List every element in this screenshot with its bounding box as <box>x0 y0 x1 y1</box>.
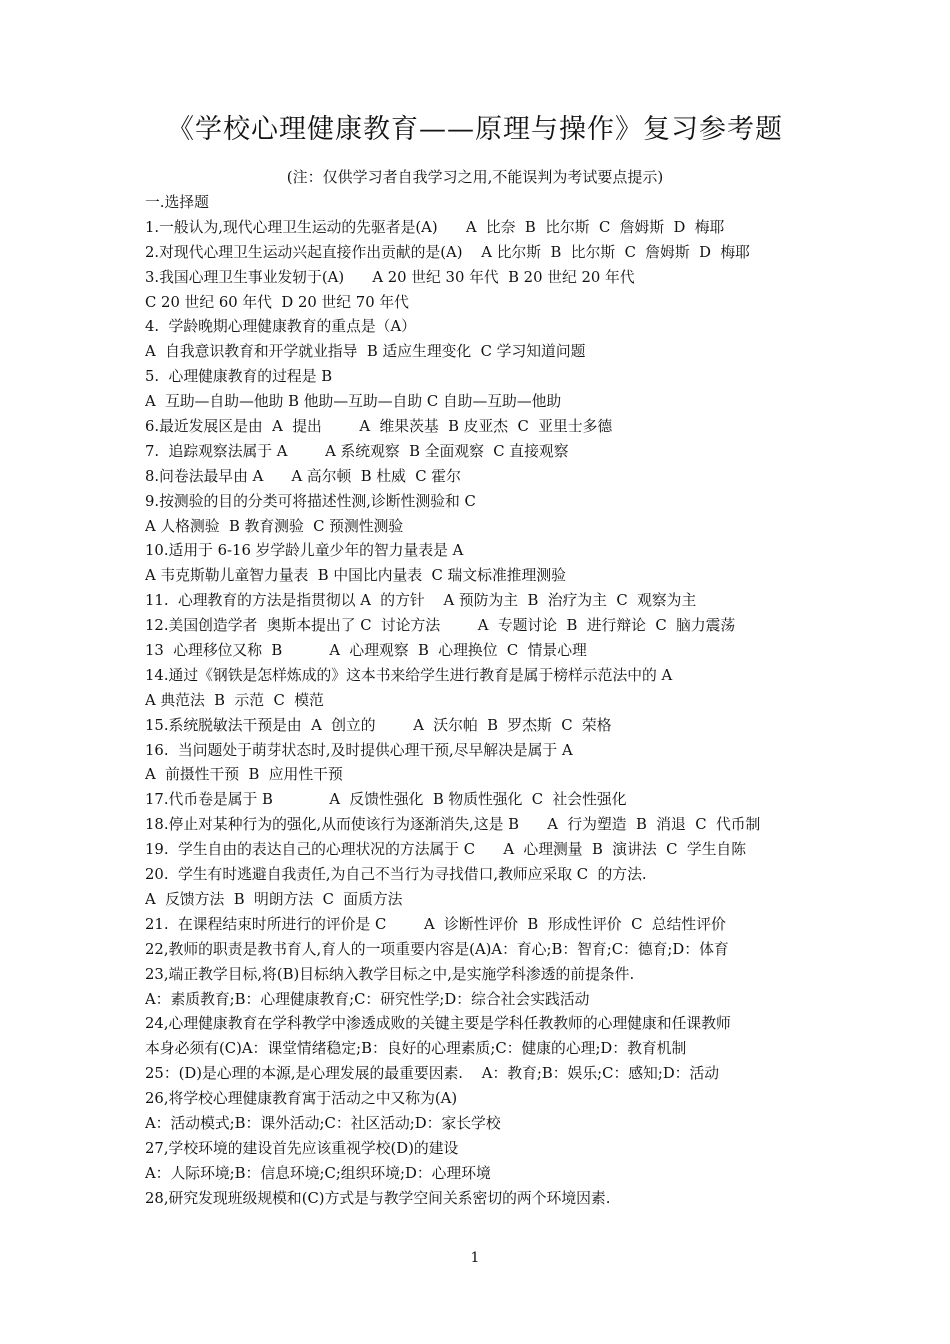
text-line: A 典范法 B 示范 C 模范 <box>145 691 324 709</box>
text-line: 一.选择题 <box>145 194 209 211</box>
question-list <box>145 191 825 1212</box>
text-line: 15.系统脱敏法干预是由 A 创立的 A 沃尔帕 B 罗杰斯 C 荣格 <box>145 716 612 734</box>
document-title: 《学校心理健康教育——原理与操作》复习参考题 <box>167 114 783 145</box>
text-line: 12.美国创造学者 奥斯本提出了 C 讨论方法 A 专题讨论 B 进行辩论 C 脑力震荡 <box>145 617 736 635</box>
text-line: A：人际环境;B：信息环境;C;组织环境;D：心理环境 <box>145 1164 491 1182</box>
text-line: 14.通过《钢铁是怎样炼成的》这本书来给学生进行教育是属于榜样示范法中的 A <box>145 666 673 684</box>
text-line: 13 心理移位又称 B A 心理观察 B 心理换位 C 情景心理 <box>145 642 587 660</box>
text-line: 8.问卷法最早由 A A 高尔顿 B 杜威 C 霍尔 <box>145 467 461 485</box>
text-line: A 人格测验 B 教育测验 C 预测性测验 <box>145 517 404 535</box>
text-line: 22,教师的职责是教书育人,育人的一项重要内容是(A)A：育心;B：智育;C：德育;D：体育 <box>145 940 729 958</box>
text-line: A 互助—自助—他助 B 他助—互助—自助 C 自助—互助—他助 <box>145 393 562 411</box>
text-line: 23,端正教学目标,将(B)目标纳入教学目标之中,是实施学科渗透的前提条件. <box>145 965 635 983</box>
text-line: A 自我意识教育和开学就业指导 B 适应生理变化 C 学习知道问题 <box>145 343 586 361</box>
text-line: 5. 心理健康教育的过程是 B <box>145 368 333 386</box>
text-line: 本身必须有(C)A：课堂情绪稳定;B：良好的心理素质;C：健康的心理;D：教育机制 <box>145 1040 687 1058</box>
text-line: 9.按测验的目的分类可将描述性测,诊断性测验和 C <box>145 492 476 510</box>
text-line: 3.我国心理卫生事业发轫于(A) A 20 世纪 30 年代 B 20 世纪 20 年代 <box>145 268 635 286</box>
text-line: 24,心理健康教育在学科教学中渗透成败的关键主要是学科任教教师的心理健康和任课教师 <box>145 1015 731 1033</box>
text-line: A 韦克斯勒儿童智力量表 B 中国比内量表 C 瑞文标准推理测验 <box>145 567 566 585</box>
text-line: 21. 在课程结束时所进行的评价是 C A 诊断性评价 B 形成性评价 C 总结性评价 <box>145 915 726 933</box>
text-line: A 前摄性干预 B 应用性干预 <box>145 766 343 784</box>
text-line: 27,学校环境的建设首先应该重视学校(D)的建设 <box>145 1139 459 1157</box>
text-line: 16. 当问题处于萌芽状态时,及时提供心理干预,尽早解决是属于 A <box>145 741 573 759</box>
text-line: 19. 学生自由的表达自己的心理状况的方法属于 C A 心理测量 B 演讲法 C 学生自陈 <box>145 841 747 859</box>
text-line: 7. 追踪观察法属于 A A 系统观察 B 全面观察 C 直接观察 <box>145 442 569 460</box>
text-line: 18.停止对某种行为的强化,从而使该行为逐渐消失,这是 B A 行为塑造 B 消退 C 代币制 <box>145 816 761 834</box>
text-line: 2.对现代心理卫生运动兴起直接作出贡献的是(A) A 比尔斯 B 比尔斯 C 詹姆斯 D 梅耶 <box>145 243 750 261</box>
text-line: A 反馈方法 B 明朗方法 C 面质方法 <box>145 890 403 908</box>
document-note: (注：仅供学习者自我学习之用,不能误判为考试要点提示) <box>286 168 664 186</box>
text-line: 10.适用于 6-16 岁学龄儿童少年的智力量表是 A <box>145 542 464 560</box>
text-line: 26,将学校心理健康教育寓于活动之中又称为(A) <box>145 1090 458 1108</box>
text-line: 6.最近发展区是由 A 提出 A 维果茨基 B 皮亚杰 C 亚里士多德 <box>145 418 613 436</box>
text-line: 25：(D)是心理的本源,是心理发展的最重要因素. A：教育;B：娱乐;C：感知;D：活动 <box>145 1065 720 1083</box>
text-line: 17.代币卷是属于 B A 反馈性强化 B 物质性强化 C 社会性强化 <box>145 791 627 809</box>
text-line: C 20 世纪 60 年代 D 20 世纪 70 年代 <box>145 293 409 311</box>
text-line: A：素质教育;B：心理健康教育;C：研究性学;D：综合社会实践活动 <box>145 990 590 1008</box>
text-line: 11. 心理教育的方法是指贯彻以 A 的方针 A 预防为主 B 治疗为主 C 观察为主 <box>145 592 697 610</box>
text-line: A：活动模式;B：课外活动;C：社区活动;D：家长学校 <box>145 1114 501 1132</box>
text-line: 1.一般认为,现代心理卫生运动的先驱者是(A) A 比奈 B 比尔斯 C 詹姆斯 D 梅耶 <box>145 218 725 236</box>
text-line: 4. 学龄晚期心理健康教育的重点是（A） <box>145 318 416 336</box>
text-line: 28,研究发现班级规模和(C)方式是与教学空间关系密切的两个环境因素. <box>145 1189 611 1207</box>
text-line: 20. 学生有时逃避自我责任,为自己不当行为寻找借口,教师应采取 C 的方法. <box>145 866 647 884</box>
page-number: 1 <box>470 1250 480 1266</box>
